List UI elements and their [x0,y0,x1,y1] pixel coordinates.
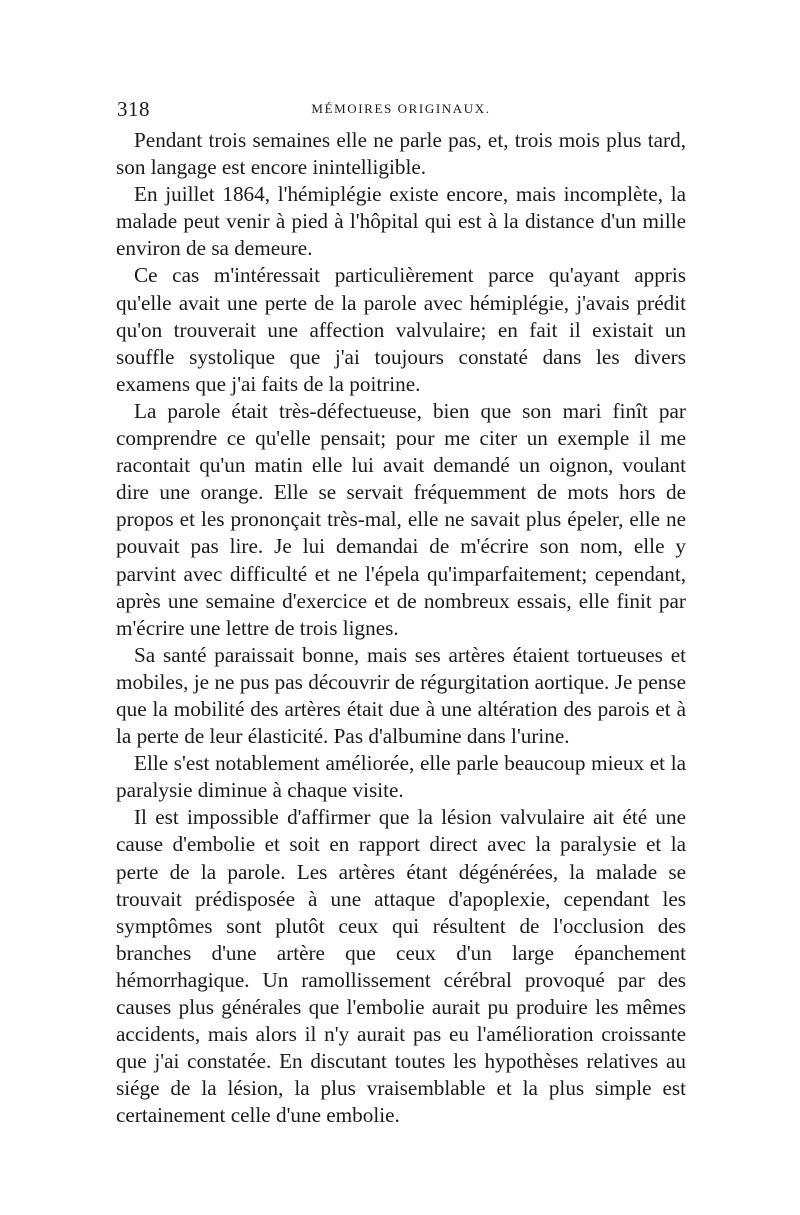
paragraph: Elle s'est notablement améliorée, elle parle beaucoup mieux et la paralysie diminue à chaque visite. [116,751,686,803]
running-title: MÉMOIRES ORIGINAUX. [311,101,491,116]
paragraph: Il est impossible d'affirmer que la lésion valvulaire ait été une cause d'embolie et soit en rapport direct avec la paralysie et la perte de la parole. Les artères étant dégénérées, la malade se trouvait prédisposée à une attaque d'apoplexie, cependant les symptômes sont plutôt ceux qui résultent de l'occlusion des branches d'une artère que ceux d'un large épanchement hémorrhagique. Un ramollissement cérébral provoqué par des causes plus générales que l'embolie aurait pu produire les mêmes accidents, mais alors il n'y aurait pas eu l'amélioration croissante que j'ai constatée. En discutant toutes les hypothèses relatives au siége de la lésion, la plus vraisemblable et la plus simple est certainement celle d'une embolie. [116,805,686,1128]
running-head [117,97,685,125]
paragraph: Ce cas m'intéressait particulièrement parce qu'ayant appris qu'elle avait une perte de la parole avec hémiplégie, j'avais prédit qu'on trouverait une affection valvulaire; en fait il existait un souffle systolique que j'ai toujours constaté dans les divers examens que j'ai faits de la poitrine. [116,263,686,396]
paragraph: Sa santé paraissait bonne, mais ses artères étaient tortueuses et mobiles, je ne pus pas découvrir de régurgitation aortique. Je pense que la mobilité des artères était due à une altération des parois et à la perte de leur élasticité. Pas d'albumine dans l'urine. [116,642,686,749]
body-text [116,127,686,1129]
paragraph: Pendant trois semaines elle ne parle pas, et, trois mois plus tard, son langage est encore inintelligible. [116,128,686,180]
paragraph: La parole était très-défectueuse, bien que son mari finît par comprendre ce qu'elle pensait; pour me citer un exemple il me racontait qu'un matin elle lui avait demandé un oignon, voulant dire une orange. Elle se servait fréquemment de mots hors de propos et les prononçait très-mal, elle ne savait plus épeler, elle ne pouvait pas lire. Je lui demandai de m'écrire son nom, elle y parvint avec difficulté et ne l'épela qu'imparfaitement; cependant, après une semaine d'exercice et de nombreux essais, elle finit par m'écrire une lettre de trois lignes. [116,398,686,640]
paragraph: En juillet 1864, l'hémiplégie existe encore, mais incomplète, la malade peut venir à pied à l'hôpital qui est à la distance d'un mille environ de sa demeure. [116,182,686,261]
page-number: 318 [117,97,150,121]
